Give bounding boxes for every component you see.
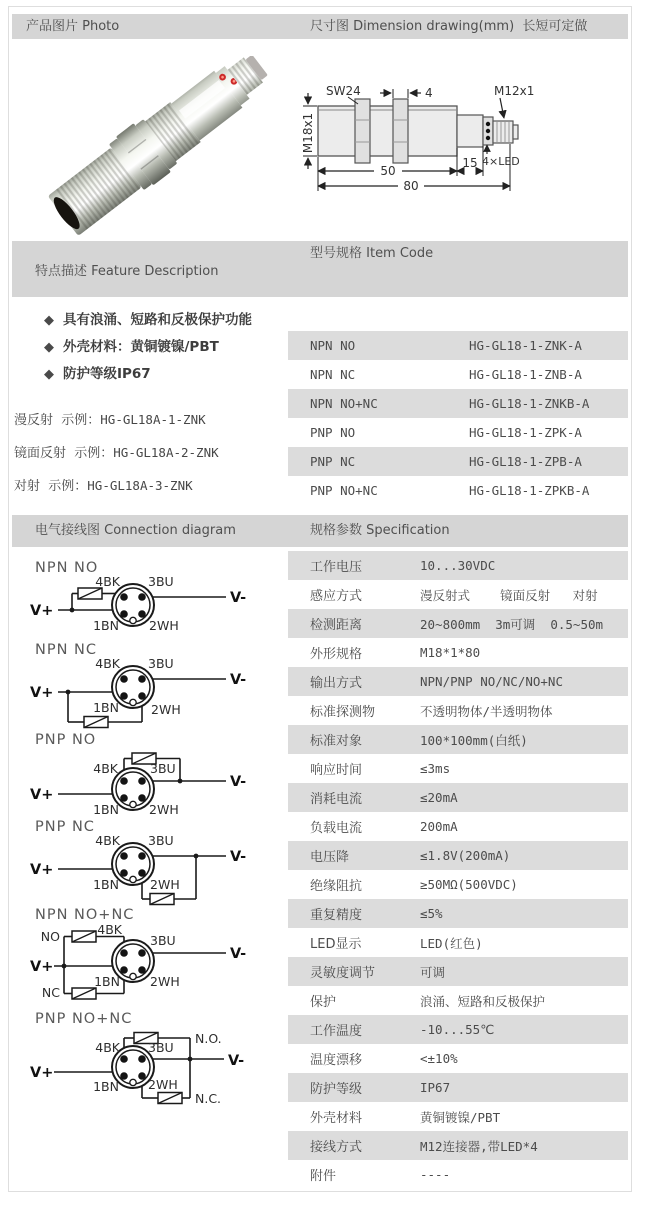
length-15-label: 15 — [462, 156, 478, 170]
product-photo-svg — [35, 56, 291, 238]
connector-pin — [120, 966, 128, 974]
connection-diagram-svg — [28, 576, 268, 634]
spec-label: LED显示 — [310, 937, 362, 952]
connector-pin — [138, 1072, 146, 1080]
no-label: NO — [40, 929, 60, 944]
diamond-bullet-icon: ◆ — [44, 340, 54, 355]
pin-label-4bk: 4BK — [97, 923, 122, 937]
spec-row — [288, 1015, 628, 1044]
length-80-label: 80 — [403, 179, 419, 193]
vminus-label: V- — [230, 672, 247, 688]
spec-row — [288, 696, 628, 725]
vplus-label: V+ — [30, 685, 54, 701]
plug-tip — [513, 125, 518, 139]
connector-keyway — [130, 1079, 136, 1085]
feature-bullet — [28, 307, 252, 334]
spec-row — [288, 638, 628, 667]
pin-label-1bn: 1BN — [93, 877, 119, 892]
diagram-title: PNP NO+NC — [35, 1011, 133, 1027]
spec-value: M12连接器,带LED*4 — [420, 1138, 538, 1154]
item-code-type: PNP NC — [310, 454, 356, 469]
connection-diagram-block — [22, 547, 284, 1191]
diagram-title: NPN NC — [35, 642, 98, 658]
item-code-value: HG-GL18-1-ZNK-A — [469, 338, 582, 353]
step-section — [457, 115, 483, 147]
spec-value: ≤1.8V(200mA) — [420, 848, 511, 863]
spec-row — [288, 899, 628, 928]
vminus-label: V- — [230, 774, 247, 790]
spec-label: 工作电压 — [310, 560, 363, 575]
item-code-type: NPN NO — [310, 338, 356, 353]
spec-label: 响应时间 — [310, 763, 363, 778]
spec-label: 外壳材料 — [310, 1111, 363, 1126]
spec-value: 200mA — [420, 819, 458, 834]
spec-row — [288, 1044, 628, 1073]
m12-plug — [493, 121, 513, 143]
spec-section-header: 规格参数 Specification — [310, 523, 450, 538]
feature-bullet-list — [28, 307, 252, 388]
spec-row — [288, 928, 628, 957]
pin-label-4bk: 4BK — [95, 658, 120, 671]
spec-row — [288, 1160, 628, 1189]
spec-label: 负载电流 — [310, 821, 363, 836]
item-code-value: HG-GL18-1-ZNKB-A — [469, 396, 590, 411]
page-frame — [8, 6, 632, 1192]
spec-label: 附件 — [310, 1169, 337, 1184]
item-code-table — [288, 331, 628, 505]
wiring-diagram-pnp-nc — [22, 819, 284, 907]
wiring-diagram-pnp-nonc — [22, 1011, 284, 1107]
spec-value: ≤5% — [420, 906, 443, 921]
dimension-drawing-svg — [298, 81, 628, 197]
connector-pin — [138, 610, 146, 618]
wiring-diagram-npn-nonc — [22, 907, 284, 1001]
dimension-drawing — [298, 81, 628, 201]
nc-label: NC — [41, 985, 60, 1000]
item-code-row — [288, 389, 628, 418]
pin-label-4bk: 4BK — [93, 761, 118, 776]
diagram-title: NPN NO — [35, 560, 99, 576]
spec-value: ≤20mA — [420, 790, 458, 805]
spec-label: 绝缘阻抗 — [310, 879, 363, 894]
pin-label-4bk: 4BK — [95, 835, 120, 848]
spec-value: M18*1*80 — [420, 645, 481, 660]
spec-label: 检测距离 — [310, 618, 363, 633]
connector-pin — [120, 610, 128, 618]
spec-value: IP67 — [420, 1080, 451, 1095]
spec-row — [288, 1073, 628, 1102]
wiring-diagram-pnp-no — [22, 732, 284, 818]
pin-label-1bn: 1BN — [93, 1079, 119, 1094]
spec-label: 重复精度 — [310, 908, 363, 923]
connector-keyway — [130, 699, 136, 705]
connector-pin — [138, 966, 146, 974]
pin-label-3bu: 3BU — [150, 761, 176, 776]
connector-pin — [120, 1055, 128, 1063]
example-code: HG-GL18A-3-ZNK — [87, 478, 193, 493]
length-50-label: 50 — [380, 164, 396, 178]
item-code-row — [288, 447, 628, 476]
connector-pin — [120, 852, 128, 860]
connector-pin — [138, 794, 146, 802]
spec-value: 20~800mm 3m可调 0.5~50m — [420, 616, 604, 632]
item-code-value: HG-GL18-1-ZPKB-A — [469, 483, 590, 498]
pin-label-3bu: 3BU — [150, 933, 176, 948]
feature-example — [14, 403, 219, 436]
feature-bullet — [28, 334, 252, 361]
feature-section-header: 特点描述 Feature Description — [35, 264, 219, 279]
example-mode: 镜面反射 示例： — [14, 446, 114, 461]
connection-section-header: 电气接线图 Connection diagram — [35, 523, 236, 538]
vminus-label: V- — [230, 849, 247, 865]
spec-row — [288, 754, 628, 783]
bottom-header-band — [12, 515, 628, 547]
connector-pin — [120, 777, 128, 785]
diagram-title: PNP NO — [35, 732, 97, 748]
item-code-section-header: 型号规格 Item Code — [310, 246, 434, 261]
connector-pin — [120, 949, 128, 957]
connection-diagram-svg — [28, 658, 268, 730]
connector-pin — [120, 593, 128, 601]
pin-label-4bk: 4BK — [95, 576, 120, 589]
spec-value: 可调 — [420, 964, 446, 980]
connection-diagram-svg — [28, 748, 268, 818]
pin-label-3bu: 3BU — [148, 576, 174, 589]
pin-label-2wh: 2WH — [149, 618, 179, 633]
spec-row — [288, 580, 628, 609]
connection-diagram-svg — [28, 923, 268, 1001]
spec-row — [288, 725, 628, 754]
connector-pin — [120, 794, 128, 802]
spec-label: 接线方式 — [310, 1140, 363, 1155]
item-code-row — [288, 331, 628, 360]
item-code-type: PNP NO+NC — [310, 483, 378, 498]
spec-label: 防护等级 — [310, 1082, 363, 1097]
spec-value: 不透明物体/半透明物体 — [420, 703, 553, 719]
spec-label: 标准对象 — [310, 734, 363, 749]
sensor-body-outline — [318, 106, 457, 156]
dimension-section-header: 尺寸图 Dimension drawing(mm) 长短可定做 — [310, 19, 588, 34]
top-section — [12, 39, 628, 241]
spec-label: 感应方式 — [310, 589, 363, 604]
photo-section-header: 产品图片 Photo — [26, 19, 120, 34]
item-code-type: NPN NO+NC — [310, 396, 378, 411]
vminus-label: V- — [230, 946, 247, 962]
feature-bullet — [28, 361, 252, 388]
spec-row — [288, 609, 628, 638]
pin-label-2wh: 2WH — [148, 1077, 178, 1092]
spec-value: NPN/PNP NO/NC/NO+NC — [420, 674, 563, 689]
vplus-label: V+ — [30, 603, 54, 619]
item-code-type: NPN NC — [310, 367, 356, 382]
diamond-bullet-icon: ◆ — [44, 313, 54, 328]
spec-value: 10...30VDC — [420, 558, 496, 573]
led-count-label: 4×LED — [482, 155, 520, 168]
connector-pin — [120, 692, 128, 700]
spec-row — [288, 1131, 628, 1160]
pin-label-4bk: 4BK — [95, 1040, 120, 1055]
spec-value: <±10% — [420, 1051, 458, 1066]
spec-value: 浪涌、短路和反极保护 — [420, 993, 546, 1009]
pin-label-1bn: 1BN — [93, 618, 119, 633]
hex-nut-1 — [355, 99, 370, 163]
spec-label: 工作温度 — [310, 1024, 363, 1039]
nc-label: N.C. — [195, 1091, 222, 1106]
item-code-value: HG-GL18-1-ZPB-A — [469, 454, 582, 469]
feature-description-block — [12, 297, 287, 515]
spec-label: 保护 — [310, 995, 337, 1010]
spec-value: 黄铜镀镍/PBT — [420, 1109, 501, 1125]
spec-value: LED(红色) — [420, 935, 483, 951]
sw24-label: SW24 — [326, 84, 361, 98]
connector-pin — [138, 692, 146, 700]
feature-example — [14, 436, 219, 469]
diagram-title: NPN NO+NC — [35, 907, 135, 923]
spec-row — [288, 667, 628, 696]
item-code-value: HG-GL18-1-ZNB-A — [469, 367, 582, 382]
no-label: N.O. — [195, 1031, 222, 1046]
feature-example — [14, 469, 219, 502]
spec-label: 灵敏度调节 — [310, 966, 376, 981]
item-code-row — [288, 418, 628, 447]
example-mode: 漫反射 示例： — [14, 413, 101, 428]
vminus-label: V- — [230, 590, 247, 606]
vplus-label: V+ — [30, 862, 54, 878]
spec-label: 电压降 — [310, 850, 350, 865]
spec-label: 温度漂移 — [310, 1053, 363, 1068]
vplus-label: V+ — [30, 959, 54, 975]
wiring-diagram-npn-nc — [22, 642, 284, 730]
connector-pin — [138, 593, 146, 601]
spec-value: -10...55℃ — [420, 1022, 495, 1037]
pin-label-2wh: 2WH — [149, 802, 179, 817]
spec-row — [288, 783, 628, 812]
top-header-band — [12, 14, 628, 39]
example-code: HG-GL18A-2-ZNK — [113, 445, 219, 460]
pin-label-2wh: 2WH — [150, 877, 180, 892]
connector-pin — [138, 675, 146, 683]
diamond-bullet-icon: ◆ — [44, 367, 54, 382]
bottom-section — [12, 547, 628, 1191]
spec-row — [288, 1102, 628, 1131]
spec-row — [288, 841, 628, 870]
connector-keyway — [130, 617, 136, 623]
spec-value: ≤3ms — [420, 761, 451, 776]
example-code: HG-GL18A-1-ZNK — [100, 412, 206, 427]
feature-bullet-text: 外壳材料：黄铜镀镍/PBT — [63, 339, 219, 355]
spec-label: 外形规格 — [310, 647, 363, 662]
item-code-row — [288, 360, 628, 389]
spec-label: 消耗电流 — [310, 792, 363, 807]
nut-width-label: 4 — [425, 86, 433, 100]
spec-row — [288, 957, 628, 986]
spec-value: ≥50MΩ(500VDC) — [420, 877, 518, 892]
connector-pin — [120, 1072, 128, 1080]
wiring-diagram-npn-no — [22, 560, 284, 634]
spec-row — [288, 812, 628, 841]
connector-pin — [120, 869, 128, 877]
item-code-value: HG-GL18-1-ZPK-A — [469, 425, 582, 440]
pin-label-1bn: 1BN — [93, 802, 119, 817]
product-photo — [35, 56, 291, 242]
item-code-type: PNP NO — [310, 425, 356, 440]
connection-diagram-svg — [28, 835, 268, 907]
pin-label-2wh: 2WH — [150, 974, 180, 989]
example-mode: 对射 示例： — [14, 479, 88, 494]
connection-diagram-svg — [28, 1027, 268, 1107]
spec-value: ---- — [420, 1167, 451, 1182]
connector-pin — [138, 1055, 146, 1063]
vplus-label: V+ — [30, 1065, 54, 1081]
connector-pin — [138, 869, 146, 877]
connector-pin — [120, 675, 128, 683]
mid-header-band — [12, 241, 628, 297]
spec-value: 100*100mm(白纸) — [420, 732, 528, 748]
pin-label-3bu: 3BU — [148, 658, 174, 671]
spec-row — [288, 551, 628, 580]
connector-pin — [138, 852, 146, 860]
spec-label: 输出方式 — [310, 676, 363, 691]
pin-label-3bu: 3BU — [148, 1040, 174, 1055]
m18-thread-label: M18x1 — [301, 112, 315, 154]
connector-pin — [138, 777, 146, 785]
feature-bullet-text: 防护等级IP67 — [63, 366, 151, 382]
feature-bullet-text: 具有浪涌、短路和反极保护功能 — [63, 312, 252, 328]
pin-label-1bn: 1BN — [94, 974, 120, 989]
feature-example-list — [14, 403, 219, 502]
pin-label-3bu: 3BU — [148, 835, 174, 848]
connector-keyway — [130, 876, 136, 882]
hex-nut-2 — [393, 99, 408, 163]
spec-label: 标准探测物 — [310, 705, 376, 720]
vplus-label: V+ — [30, 787, 54, 803]
item-code-row — [288, 476, 628, 505]
m12-thread-label: M12x1 — [494, 84, 535, 98]
spec-value: 漫反射式 镜面反射 对射 — [420, 587, 598, 603]
spec-row — [288, 870, 628, 899]
connector-pin — [138, 949, 146, 957]
vminus-label: V- — [228, 1053, 245, 1069]
pin-label-2wh: 2WH — [151, 702, 181, 717]
pin-label-1bn: 1BN — [93, 700, 119, 715]
spec-row — [288, 986, 628, 1015]
sensor-body-group — [43, 56, 279, 238]
connector-keyway — [130, 973, 136, 979]
diagram-title: PNP NC — [35, 819, 95, 835]
connector-keyway — [130, 801, 136, 807]
mid-section — [12, 297, 628, 515]
specification-table — [288, 551, 628, 1189]
